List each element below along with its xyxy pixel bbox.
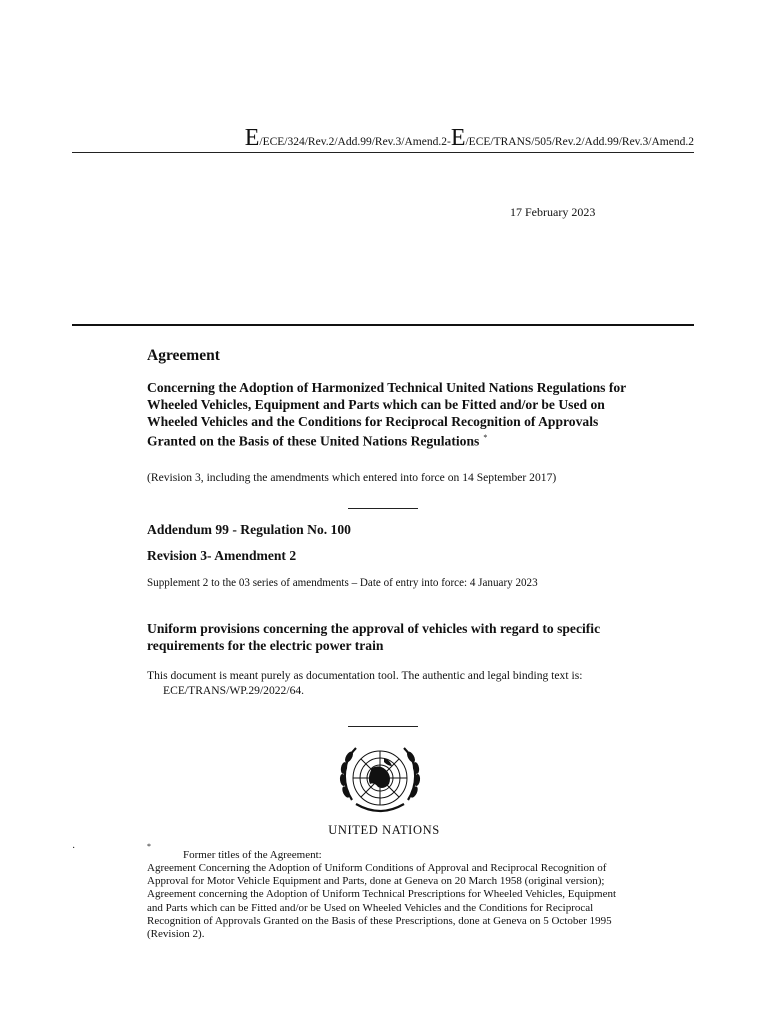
footnote-reference: * xyxy=(483,433,488,443)
header-rule xyxy=(72,152,694,153)
symbol-2-initial: E xyxy=(450,125,466,151)
short-rule xyxy=(348,508,418,509)
organization-name xyxy=(0,823,768,838)
footnote-line: Agreement Concerning the Adoption of Uniform Conditions of Approval and Reciprocal Recognition of Approval for Motor Vehicle Equipment and Parts, done at Geneva on 20 March 1958 (original version); xyxy=(147,862,607,888)
symbol-1-initial: E xyxy=(244,125,260,151)
footnote-margin-marker: · xyxy=(72,843,76,854)
symbol-1-rest: /ECE/324/Rev.2/Add.99/Rev.3/Amend.2- xyxy=(259,136,451,148)
agreement-subtitle xyxy=(147,380,637,451)
footnote-line: Agreement concerning the Adoption of Uniform Technical Prescriptions for Wheeled Vehicles, Equipment and Parts which can be Fitted and/or be Used on Wheeled Vehicles and the Conditions for Reciprocal Recognition of Approvals Granted on the Basis of these Prescriptions, done at Geneva on 5 October 1995 (Revision 2). xyxy=(147,888,617,941)
addendum-title: Addendum 99 - Regulation No. 100 xyxy=(147,522,351,537)
regulation-title: Uniform provisions concerning the approval of vehicles with regard to specific requirements for the electric power train xyxy=(147,621,601,653)
footnote-heading: Former titles of the Agreement: xyxy=(183,849,322,861)
document-date: 17 February 2023 xyxy=(510,205,596,219)
revision-note: (Revision 3, including the amendments which entered into force on 14 September 2017) xyxy=(147,471,557,484)
symbol-2-rest: /ECE/TRANS/505/Rev.2/Add.99/Rev.3/Amend.2 xyxy=(465,136,694,148)
documentation-note: This document is meant purely as documentation tool. The authentic and legal binding text is: ECE/TRANS/WP.29/2022/64. xyxy=(147,669,583,697)
agreement-title: Agreement xyxy=(147,347,220,364)
footnote-body xyxy=(147,862,627,941)
short-rule-2 xyxy=(348,726,418,727)
revision-amendment: Revision 3- Amendment 2 xyxy=(147,548,297,563)
agreement-subtitle-text: Concerning the Adoption of Harmonized Technical United Nations Regulations for Wheeled Vehicles, Equipment and Parts which can be Fitted and/or be Used on Wheeled Vehicles and the Conditions for Reciprocal Recognition of Approvals Granted on the Basis of these United Nations Regulations xyxy=(147,380,626,449)
un-emblem-logo xyxy=(334,738,426,824)
footnote-marker: * xyxy=(147,842,151,851)
supplement-note: Supplement 2 to the 03 series of amendments – Date of entry into force: 4 January 2023 xyxy=(147,577,538,589)
section-rule xyxy=(72,324,694,326)
organization-name-text: UNITED NATIONS xyxy=(328,823,440,837)
